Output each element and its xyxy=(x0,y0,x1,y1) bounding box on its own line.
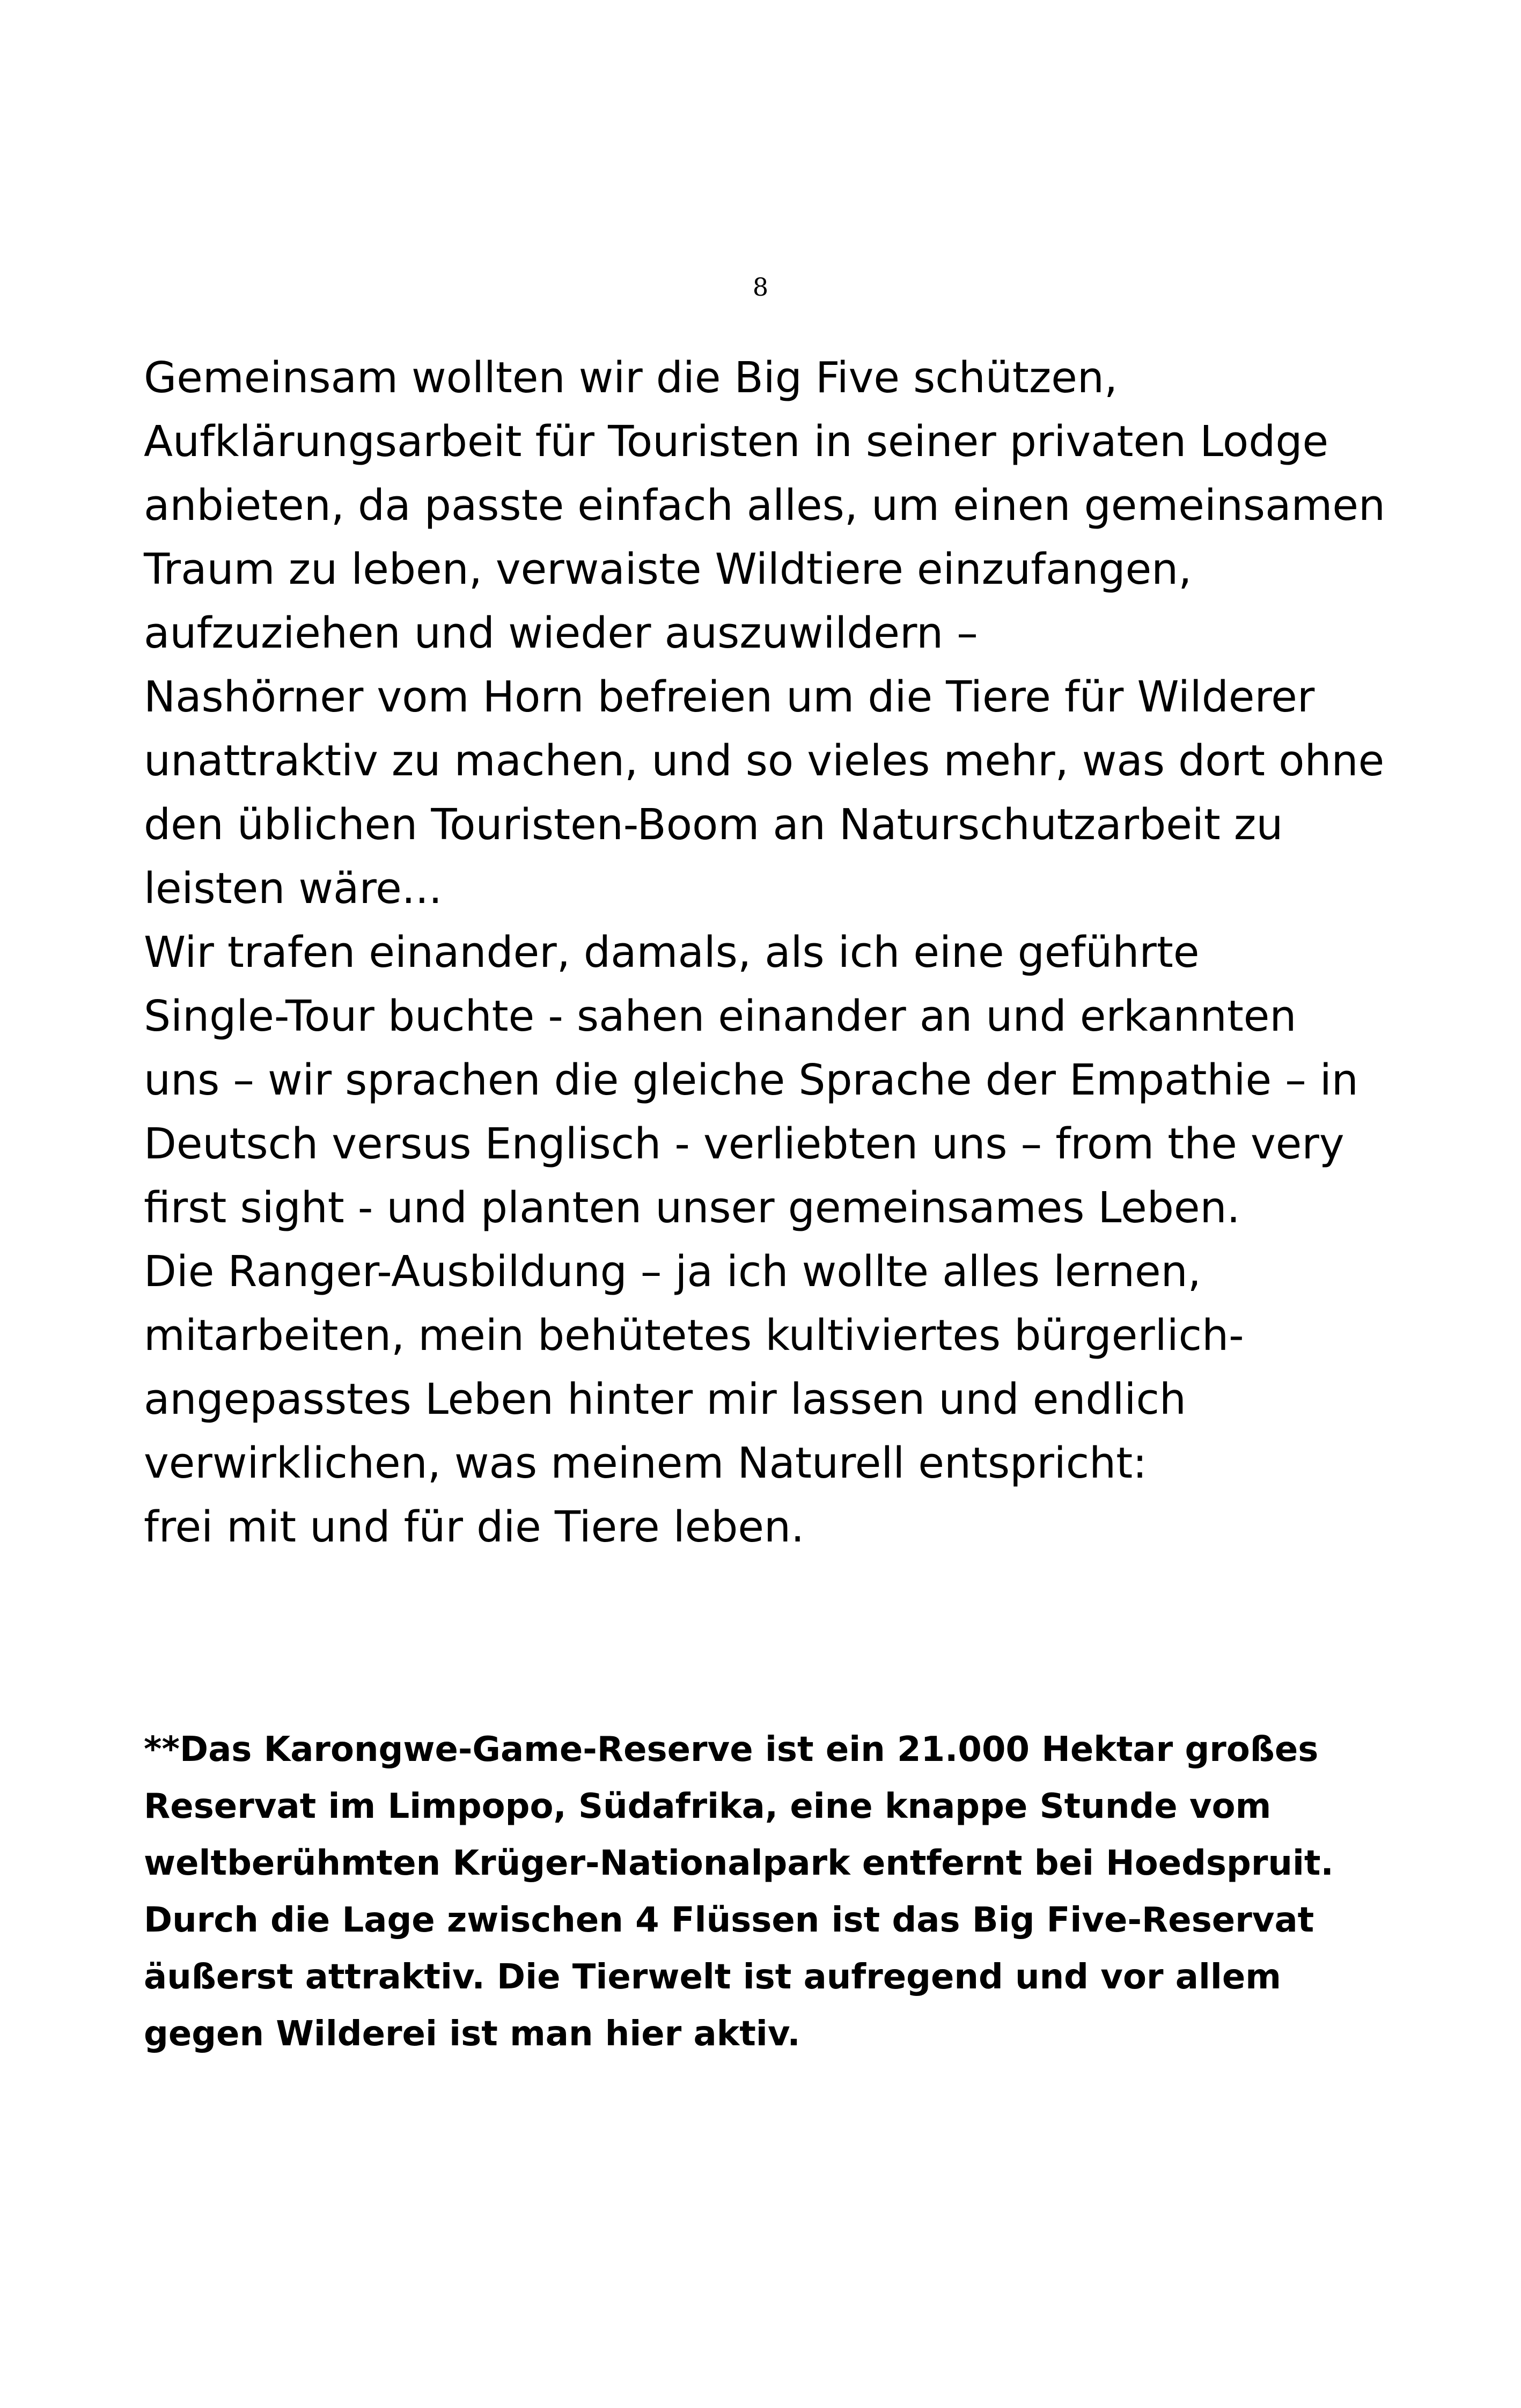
text-line: verwirklichen, was meinem Naturell entspricht: xyxy=(144,1438,1147,1488)
page-number: 8 xyxy=(752,273,769,302)
text-line: Single-Tour buchte - sahen einander an und erkannten xyxy=(144,992,1297,1041)
text-line: den üblichen Touristen-Boom an Naturschutzarbeit zu xyxy=(144,800,1283,849)
footnote-line: äußerst attraktiv. Die Tierwelt ist aufregend und vor allem xyxy=(144,1957,1281,1997)
text-line: Nashörner vom Horn befreien um die Tiere für Wilderer xyxy=(144,672,1315,722)
text-line: angepasstes Leben hinter mir lassen und endlich xyxy=(144,1375,1186,1424)
footnote-line: **Das Karongwe-Game-Reserve ist ein 21.000 Hektar großes xyxy=(144,1730,1319,1770)
text-line: Traum zu leben, verwaiste Wildtiere einzufangen, xyxy=(144,545,1192,594)
footnote-line: weltberühmten Krüger-Nationalpark entfernt bei Hoedspruit. xyxy=(144,1844,1334,1883)
text-line: Wir trafen einander, damals, als ich eine geführte xyxy=(144,928,1200,977)
text-line: Die Ranger-Ausbildung – ja ich wollte alles lernen, xyxy=(144,1247,1201,1296)
footnote-line: gegen Wilderei ist man hier aktiv. xyxy=(144,2014,800,2054)
text-line: first sight - und planten unser gemeinsames Leben. xyxy=(144,1183,1240,1232)
footnote-line: Durch die Lage zwischen 4 Flüssen ist das Big Five-Reservat xyxy=(144,1900,1314,1940)
text-line: frei mit und für die Tiere leben. xyxy=(144,1502,805,1552)
text-line: anbieten, da passte einfach alles, um einen gemeinsamen xyxy=(144,481,1386,530)
text-line: Deutsch versus Englisch - verliebten uns – from the very xyxy=(144,1119,1344,1169)
main-text xyxy=(144,346,1386,1559)
text-line: uns – wir sprachen die gleiche Sprache der Empathie – in xyxy=(144,1055,1358,1105)
text-line: leisten wäre... xyxy=(144,864,443,913)
text-line: Gemeinsam wollten wir die Big Five schützen, xyxy=(144,353,1118,402)
text-line: aufzuziehen und wieder auszuwildern – xyxy=(144,608,978,658)
text-line: mitarbeiten, mein behütetes kultiviertes bürgerlich- xyxy=(144,1311,1244,1360)
text-line: Aufklärungsarbeit für Touristen in seiner privaten Lodge xyxy=(144,417,1329,466)
footnote-line: Reservat im Limpopo, Südafrika, eine knappe Stunde vom xyxy=(144,1787,1272,1826)
text-line: unattraktiv zu machen, und so vieles mehr, was dort ohne xyxy=(144,736,1385,785)
footnote xyxy=(144,1721,1378,2062)
